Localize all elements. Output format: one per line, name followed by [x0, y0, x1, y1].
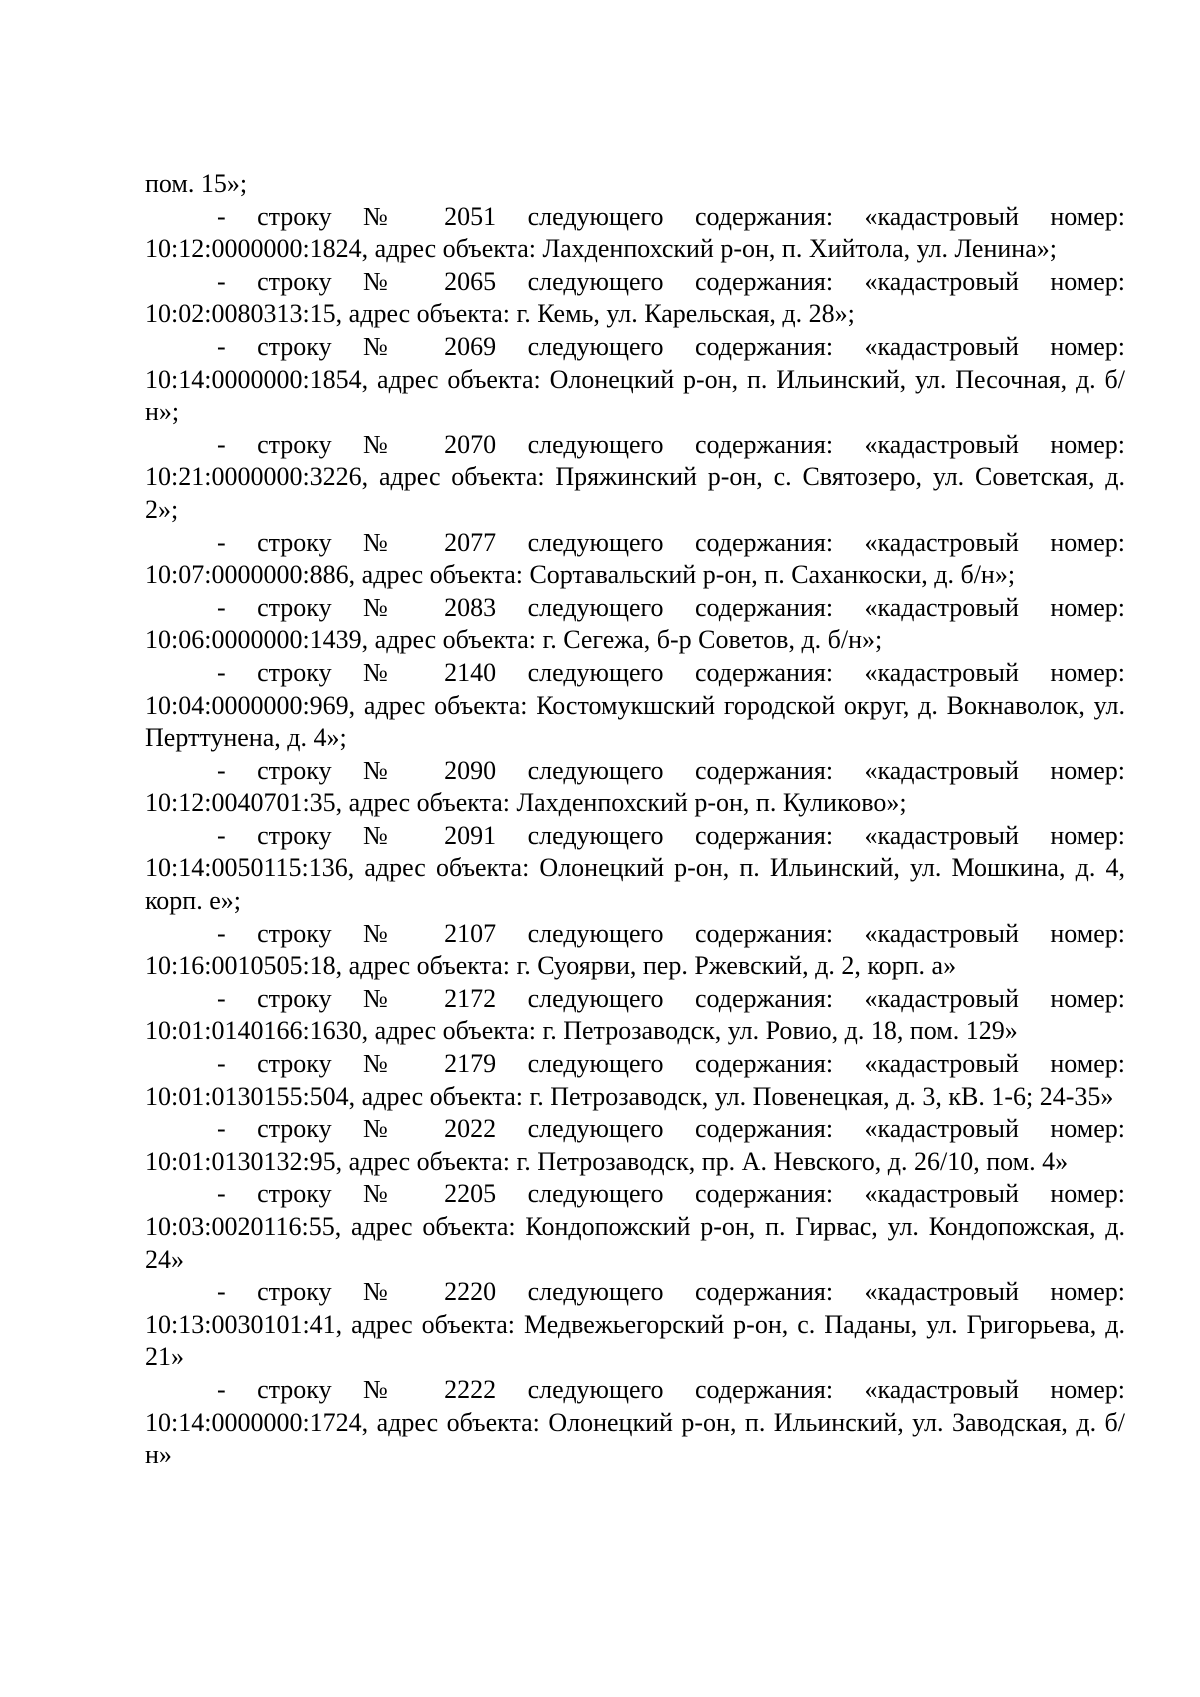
list-item: - строку № 2220 следующего содержания: «кадастровый номер: 10:13:0030101:41, адрес объекта: Медвежьегорский р-он, с. Паданы, ул. Григорьева, д. 21» [145, 1277, 1125, 1372]
list-item: - строку № 2205 следующего содержания: «кадастровый номер: 10:03:0020116:55, адрес объекта: Кондопожский р-он, п. Гирвас, ул. Кондопожская, д. 24» [145, 1179, 1125, 1274]
document-body [145, 168, 1125, 1472]
list-item: - строку № 2172 следующего содержания: «кадастровый номер: 10:01:0140166:1630, адрес объекта: г. Петрозаводск, ул. Ровио, д. 18, пом. 129» [145, 983, 1125, 1046]
list-item: - строку № 2065 следующего содержания: «кадастровый номер: 10:02:0080313:15, адрес объекта: г. Кемь, ул. Карельская, д. 28»; [145, 266, 1125, 329]
list-item: - строку № 2222 следующего содержания: «кадастровый номер: 10:14:0000000:1724, адрес объекта: Олонецкий р-он, п. Ильинский, ул. Заводская, д. б/н» [145, 1374, 1125, 1470]
list-item: - строку № 2179 следующего содержания: «кадастровый номер: 10:01:0130155:504, адрес объекта: г. Петрозаводск, ул. Повенецкая, д. 3, кВ. 1-6; 24-35» [145, 1049, 1125, 1111]
list-item: - строку № 2077 следующего содержания: «кадастровый номер: 10:07:0000000:886, адрес объекта: Сортавальский р-он, п. Саханкоски, д. б/н»; [145, 527, 1125, 590]
list-item: - строку № 2083 следующего содержания: «кадастровый номер: 10:06:0000000:1439, адрес объекта: г. Сегежа, б-р Советов, д. б/н»; [145, 592, 1125, 655]
list-item: - строку № 2051 следующего содержания: «кадастровый номер: 10:12:0000000:1824, адрес объекта: Лахденпохский р-он, п. Хийтола, ул. Ленина»; [145, 201, 1125, 264]
continuation-paragraph: пом. 15»; [145, 169, 248, 198]
list-item: - строку № 2090 следующего содержания: «кадастровый номер: 10:12:0040701:35, адрес объекта: Лахденпохский р-он, п. Куликово»; [145, 755, 1125, 818]
list-item: - строку № 2022 следующего содержания: «кадастровый номер: 10:01:0130132:95, адрес объекта: г. Петрозаводск, пр. А. Невского, д. 26/10, пом. 4» [145, 1114, 1125, 1176]
list-item: - строку № 2091 следующего содержания: «кадастровый номер: 10:14:0050115:136, адрес объекта: Олонецкий р-он, п. Ильинский, ул. Мошкина, д. 4, корп. е»; [145, 820, 1125, 916]
list-item: - строку № 2140 следующего содержания: «кадастровый номер: 10:04:0000000:969, адрес объекта: Костомукшский городской округ, д. Вокнаволок, ул. Перттунена, д. 4»; [145, 657, 1125, 753]
list-item: - строку № 2069 следующего содержания: «кадастровый номер: 10:14:0000000:1854, адрес объекта: Олонецкий р-он, п. Ильинский, ул. Песочная, д. б/н»; [145, 331, 1125, 427]
list-item: - строку № 2107 следующего содержания: «кадастровый номер: 10:16:0010505:18, адрес объекта: г. Суоярви, пер. Ржевский, д. 2, корп. а» [145, 918, 1125, 981]
list-item: - строку № 2070 следующего содержания: «кадастровый номер: 10:21:0000000:3226, адрес объекта: Пряжинский р-он, с. Святозеро, ул. Советская, д. 2»; [145, 429, 1125, 524]
